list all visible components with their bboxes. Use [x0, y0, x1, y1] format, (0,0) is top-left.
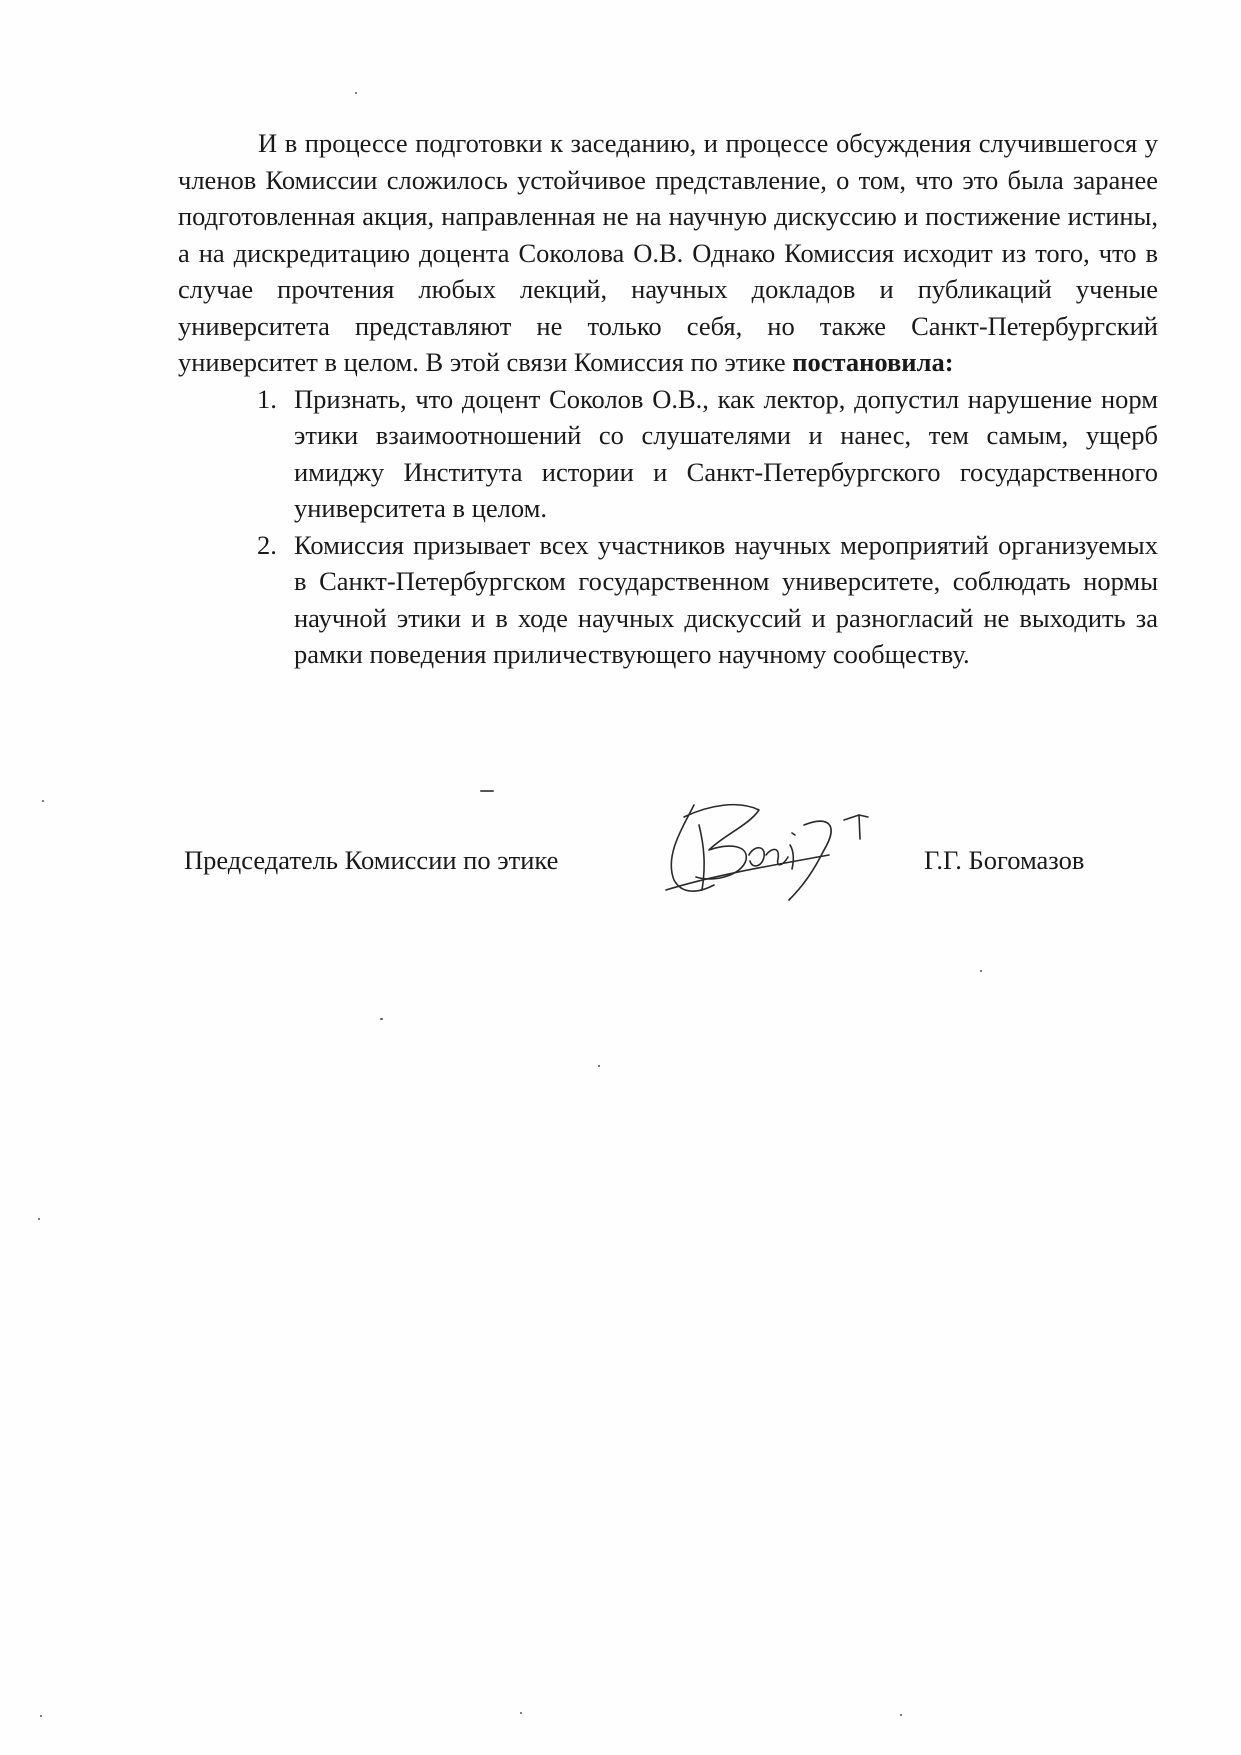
resolution-item — [178, 527, 1158, 673]
document-body — [178, 125, 1158, 673]
scan-speck — [40, 1715, 42, 1717]
signatory-name: Г.Г. Богомазов — [924, 845, 1085, 875]
signatory-title: Председатель Комиссии по этике — [184, 845, 559, 875]
resolution-number: 2. — [257, 529, 277, 560]
scan-speck — [380, 1018, 383, 1020]
signature-block — [184, 835, 1184, 955]
scan-speck — [900, 1714, 902, 1716]
handwritten-signature — [654, 795, 904, 915]
main-paragraph-text: И в процессе подготовки к заседанию, и процессе обсуждения случившегося у членов Комиссии сложилось устойчивое представление, о том, что это была заранее подготовленная акция, направленная не на научную дискуссию и постижение истины, а на дискредитацию доцента Соколова О.В. Однако Комиссия исходит из того, что в случае прочтения любых лекций, научных докладов и публикаций ученые университета представляют не только себя, но также Санкт-Петербургский университет в целом. В этой связи Комиссия по этике — [178, 128, 1158, 377]
scan-speck — [42, 800, 44, 802]
resolution-item — [178, 381, 1158, 527]
resolution-heading: постановила: — [792, 347, 954, 377]
resolution-number: 1. — [257, 383, 277, 414]
scan-speck — [598, 1065, 600, 1067]
resolutions-list — [178, 381, 1158, 673]
scan-speck — [480, 790, 494, 792]
scan-speck — [980, 970, 982, 972]
resolution-text: Комиссия призывает всех участников научных мероприятий организуемых в Санкт-Петербургском государственном университете, соблюдать нормы научной этики и в ходе научных дискуссий и разногласий не выходить за рамки поведения приличествующего научному сообществу. — [294, 529, 1158, 669]
main-paragraph — [178, 125, 1158, 381]
scan-speck — [355, 92, 357, 94]
scan-speck — [520, 1712, 522, 1714]
resolution-text: Признать, что доцент Соколов О.В., как лектор, допустил нарушение норм этики взаимоотношений со слушателями и нанес, тем самым, ущерб имиджу Института истории и Санкт-Петербургского государственного университета в целом. — [294, 383, 1158, 523]
scan-speck — [38, 1218, 40, 1220]
